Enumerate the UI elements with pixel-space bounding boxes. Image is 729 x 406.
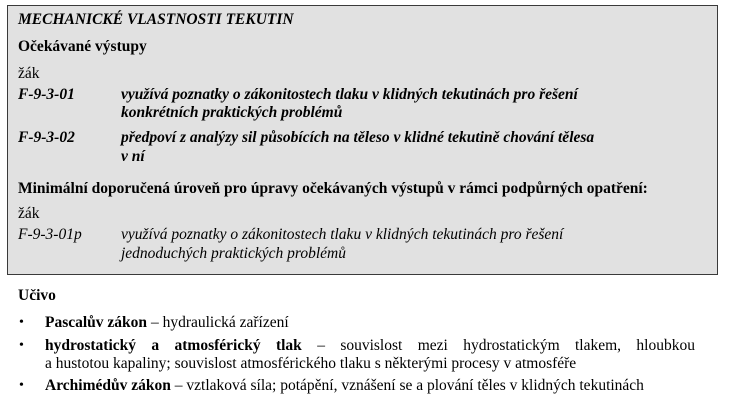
section-title: MECHANICKÉ VLASTNOSTI TEKUTIN bbox=[18, 11, 294, 28]
outcome-code: F-9-3-01 bbox=[18, 86, 75, 103]
curriculum-desc: – souvislost mezi hydrostatickým tlakem, hloubkou bbox=[301, 337, 695, 354]
curriculum-desc: – hydraulická zařízení bbox=[147, 314, 289, 331]
minimal-outcome-code: F-9-3-01p bbox=[18, 226, 82, 243]
expected-outcomes-heading: Očekávané výstupy bbox=[18, 38, 147, 55]
curriculum-desc: a hustotou kapaliny; souvislost atmosférického tlaku s některými procesy v atmosféře bbox=[45, 355, 577, 372]
curriculum-term: hydrostatický a atmosférický tlak bbox=[45, 337, 302, 354]
pupil-label: žák bbox=[18, 65, 40, 82]
pupil-label: žák bbox=[18, 205, 40, 222]
outcome-code: F-9-3-02 bbox=[18, 129, 75, 146]
curriculum-item bbox=[45, 337, 695, 355]
curriculum-term: Archimédův zákon bbox=[45, 377, 171, 394]
curriculum-heading: Učivo bbox=[18, 287, 56, 304]
minimal-outcome-text: jednoduchých praktických problémů bbox=[121, 245, 346, 262]
minimal-level-heading: Minimální doporučená úroveň pro úpravy očekávaných výstupů v rámci podpůrných opatření: bbox=[18, 180, 648, 197]
curriculum-term: Pascalův zákon bbox=[45, 314, 148, 331]
bullet: • bbox=[19, 315, 24, 330]
outcome-text: využívá poznatky o zákonitostech tlaku v klidných tekutinách pro řešení bbox=[121, 86, 578, 103]
bullet: • bbox=[19, 378, 24, 393]
curriculum-item bbox=[45, 314, 289, 332]
curriculum-item bbox=[45, 377, 644, 395]
outcome-text: předpoví z analýzy sil působících na těleso v klidné tekutině chování tělesa bbox=[121, 129, 595, 146]
curriculum-desc: – vztlaková síla; potápění, vznášení se a plování těles v klidných tekutinách bbox=[170, 377, 644, 394]
minimal-outcome-text: využívá poznatky o zákonitostech tlaku v klidných tekutinách pro řešení bbox=[121, 226, 564, 243]
outcome-text: konkrétních praktických problémů bbox=[121, 104, 343, 121]
outcome-text: v ní bbox=[121, 148, 145, 165]
bullet: • bbox=[19, 338, 24, 353]
